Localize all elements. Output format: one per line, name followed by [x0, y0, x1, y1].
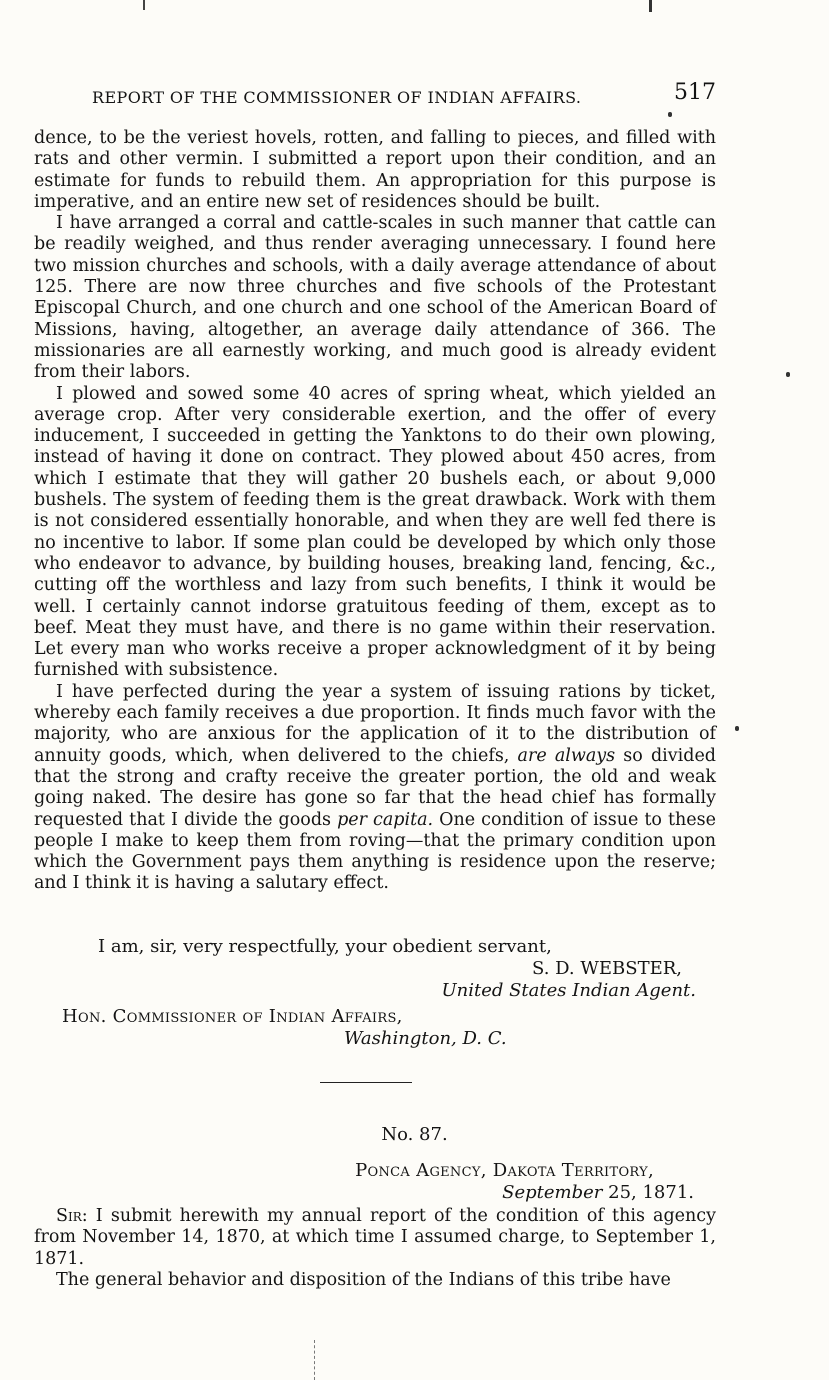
recipient-address: [62, 1006, 562, 1050]
scan-artifact: [786, 372, 790, 377]
signer-name: S. D. WEBSTER,: [532, 958, 682, 979]
scan-artifact: [314, 1340, 316, 1380]
body-text: [34, 128, 716, 895]
text-run: I have perfected during the year a system of issuing rations by ticket, whereby each family receives a due proportion. It finds much favor with the majority, who are anxious for the application of it to the distribution of annuity goods, which, when delivered to the chiefs,: [34, 681, 716, 766]
recipient-name: Hon. Commissioner of Indian Affairs,: [62, 1006, 403, 1027]
salutation-sir: Sir:: [56, 1206, 88, 1226]
letter-text: [34, 1206, 716, 1291]
paragraph: I plowed and sowed some 40 acres of spring wheat, which yielded an average crop. After very considerable exertion, and the offer of every inducement, I succeeded in getting the Yanktons to do their own plowing, instead of having it done on contract. They plowed about 450 acres, from which I estimate that they will gather 20 bushels each, or about 9,000 bushels. The system of feeding them is the great drawback. Work with them is not considered essentially honorable, and when they are well fed there is no incentive to labor. If some plan could be developed by which only those who endeavor to advance, by building houses, breaking land, fencing, &c., cutting off the worthless and lazy from such benefits, I think it would be well. I certainly cannot indorse gratuitous feeding of them, except as to beef. Meat they must have, and there is no game within their reservation. Let every man who works receive a proper acknowledgment of it by being furnished with subsistence.: [34, 383, 716, 681]
emphasis: are always: [517, 745, 616, 766]
running-head: [92, 80, 716, 114]
running-title: REPORT OF THE COMMISSIONER OF INDIAN AFFAIRS.: [92, 88, 582, 107]
paragraph: dence, to be the veriest hovels, rotten, and falling to pieces, and filled with rats and other vermin. I submitted a report upon their condition, and an estimate for funds to rebuild them. An appropriation for this purpose is imperative, and an entire new set of residences should be built.: [34, 128, 716, 212]
date-month: September: [502, 1182, 603, 1203]
scan-artifact: [735, 726, 739, 731]
emphasis: per capita.: [337, 809, 434, 830]
text-run: I submit herewith my annual report of the condition of this agency from November 14, 1870, at which time I assumed charge, to September 1, 1871.: [34, 1206, 716, 1269]
scan-artifact: [649, 0, 652, 12]
dateline: [34, 1160, 694, 1204]
closing-salutation: I am, sir, very respectfully, your obedient servant,: [98, 936, 552, 957]
paragraph: [34, 1206, 716, 1270]
paragraph: The general behavior and disposition of the Indians of this tribe have: [56, 1269, 671, 1290]
paragraph: I have arranged a corral and cattle-scales in such manner that cattle can be readily weighed, and thus render averaging unnecessary. I found here two mission churches and schools, with a daily average attendance of about 125. There are now three churches and five schools of the Protestant Episcopal Church, and one church and one school of the American Board of Missions, having, altogether, an average daily attendance of 366. The missionaries are all earnestly working, and much good is already evident from their labors.: [34, 213, 716, 383]
letter-closing: [34, 936, 716, 1002]
text-run: One condition of issue to these people I make to keep them from roving—that the primary condition upon which the Government pays them anything is residence upon the reserve; and I think it is having a salutary effect.: [34, 809, 716, 894]
paragraph: [34, 682, 716, 895]
dateline-date: [34, 1182, 694, 1204]
document-number: No. 87.: [381, 1124, 448, 1145]
section-divider: [320, 1082, 412, 1083]
recipient-location: Washington, D. C.: [344, 1028, 507, 1049]
dateline-place: Ponca Agency, Dakota Territory,: [355, 1160, 654, 1181]
date-rest: 25, 1871.: [602, 1182, 694, 1203]
signer-title: United States Indian Agent.: [441, 980, 696, 1001]
page-number: 517: [674, 80, 716, 105]
text-run: so divided that the strong and crafty receive the greater portion, the old and weak going naked. The desire has gone so far that the head chief has formally requested that I divide the goods: [34, 745, 717, 830]
scan-artifact: [143, 0, 145, 10]
